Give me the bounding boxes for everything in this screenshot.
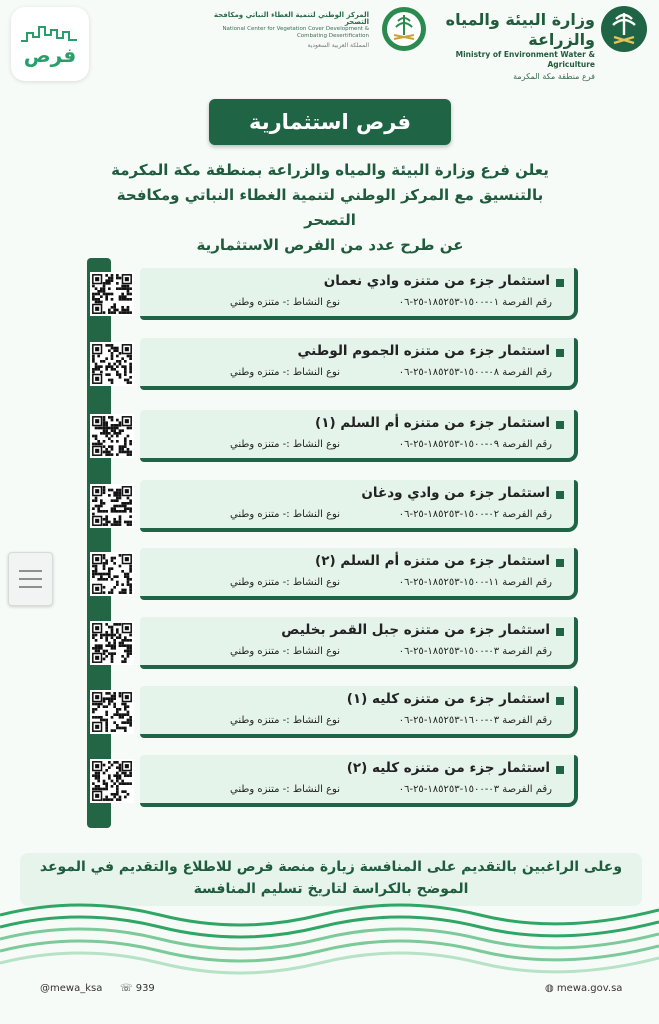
app-name: فرص — [23, 43, 77, 67]
opportunity-card[interactable] — [140, 548, 578, 600]
page-title: فرص استثمارية — [209, 99, 451, 145]
footer-website[interactable] — [545, 983, 622, 994]
opportunity-card[interactable] — [140, 338, 578, 390]
menu-button[interactable] — [8, 552, 53, 606]
opportunity-title: استثمار جزء من وادي ودغان — [361, 485, 550, 501]
opportunity-number: رقم الفرصة ٠٣-١٦٠٠-١٨٥٢٥٣-٢٥-٠٦ — [398, 715, 552, 726]
footer-phone-number: 939 — [135, 983, 155, 994]
opportunity-card[interactable] — [140, 617, 578, 669]
bullet-icon — [556, 697, 564, 705]
globe-icon: ◍ — [545, 983, 554, 994]
opportunity-activity: نوع النشاط :- متنزه وطني — [230, 439, 340, 450]
opportunity-activity: نوع النشاط :- متنزه وطني — [230, 297, 340, 308]
opportunity-title: استثمار جزء من متنزه جبل القمر بخليص — [281, 622, 550, 638]
opportunity-number: رقم الفرصة ٠٣-١٥٠٠-١٨٥٢٥٣-٢٥-٠٦ — [398, 784, 552, 795]
ministry-name-ar: وزارة البيئة والمياه والزراعة — [445, 10, 595, 49]
center-name — [199, 12, 369, 49]
bullet-icon — [556, 766, 564, 774]
opportunity-title: استثمار جزء من متنزه وادي نعمان — [323, 273, 550, 289]
qr-code-icon[interactable] — [90, 272, 134, 316]
app-logo-tile[interactable] — [11, 7, 89, 81]
ministry-branch: فرع منطقة مكة المكرمة — [513, 72, 595, 81]
menu-icon — [19, 570, 42, 572]
footer-phone[interactable] — [120, 983, 155, 994]
opportunity-activity: نوع النشاط :- متنزه وطني — [230, 784, 340, 795]
opportunity-card[interactable] — [140, 410, 578, 462]
opportunity-number: رقم الفرصة ٠٩-١٥٠٠-١٨٥٢٥٣-٢٥-٠٦ — [398, 439, 552, 450]
opportunity-title: استثمار جزء من متنزه كليه (١) — [346, 691, 550, 707]
qr-code-icon[interactable] — [90, 484, 134, 528]
center-name-ar: المركز الوطني لتنمية الغطاء النباتي ومكافحة التصحر — [213, 11, 369, 26]
announcement — [100, 158, 560, 258]
bullet-icon — [556, 491, 564, 499]
qr-code-icon[interactable] — [90, 414, 134, 458]
opportunity-card[interactable] — [140, 480, 578, 532]
bullet-icon — [556, 628, 564, 636]
opportunity-title: استثمار جزء من متنزه أم السلم (٢) — [315, 553, 550, 569]
menu-icon — [19, 586, 42, 588]
qr-code-icon[interactable] — [90, 759, 134, 803]
bullet-icon — [556, 279, 564, 287]
opportunity-title: استثمار جزء من متنزه أم السلم (١) — [315, 415, 550, 431]
opportunity-title: استثمار جزء من متنزه الجموم الوطني — [297, 343, 550, 359]
announcement-line: يعلن فرع وزارة البيئة والمياه والزراعة بمنطقة مكة المكرمة — [111, 161, 549, 179]
decorative-waves — [0, 895, 659, 975]
apply-note-line: الموضح بالكراسة لتاريخ تسليم المنافسة — [193, 881, 469, 897]
opportunity-activity: نوع النشاط :- متنزه وطني — [230, 509, 340, 520]
opportunity-card[interactable] — [140, 686, 578, 738]
menu-icon — [19, 578, 42, 580]
qr-code-icon[interactable] — [90, 690, 134, 734]
qr-code-icon[interactable] — [90, 552, 134, 596]
opportunity-activity: نوع النشاط :- متنزه وطني — [230, 715, 340, 726]
ministry-name-en: Ministry of Environment Water & Agriculture — [455, 50, 595, 69]
opportunity-activity: نوع النشاط :- متنزه وطني — [230, 577, 340, 588]
bullet-icon — [556, 421, 564, 429]
opportunity-activity: نوع النشاط :- متنزه وطني — [230, 646, 340, 657]
footer-social-handle[interactable]: @mewa_ksa — [40, 983, 103, 994]
announcement-line: بالتنسيق مع المركز الوطني لتنمية الغطاء النباتي ومكافحة التصحر — [116, 186, 544, 229]
footer-website-url: mewa.gov.sa — [556, 983, 623, 994]
ministry-name — [415, 10, 595, 84]
qr-code-icon[interactable] — [90, 342, 134, 386]
apply-note-line: وعلى الراغبين بالتقديم على المنافسة زيارة منصة فرص للاطلاع والتقديم في الموعد — [39, 859, 623, 875]
opportunity-number: رقم الفرصة ١١-١٥٠٠-١٨٥٢٥٣-٢٥-٠٦ — [398, 577, 552, 588]
opportunity-number: رقم الفرصة ٠٣-١٥٠٠-١٨٥٢٥٣-٢٥-٠٦ — [398, 646, 552, 657]
opportunity-card[interactable] — [140, 268, 578, 320]
opportunity-activity: نوع النشاط :- متنزه وطني — [230, 367, 340, 378]
announcement-line: عن طرح عدد من الفرص الاستثمارية — [196, 236, 464, 254]
phone-icon: ☏ — [120, 983, 133, 994]
opportunity-number: رقم الفرصة ٠٢-١٥٠٠-١٨٥٢٥٣-٢٥-٠٦ — [398, 509, 552, 520]
opportunity-title: استثمار جزء من متنزه كليه (٢) — [346, 760, 550, 776]
qr-code-icon[interactable] — [90, 621, 134, 665]
ministry-emblem-icon — [600, 5, 648, 53]
center-name-en: National Center for Vegetation Cover Development & Combating Desertification — [222, 26, 369, 39]
opportunity-card[interactable] — [140, 755, 578, 807]
opportunity-number: رقم الفرصة ٠٨-١٥٠٠-١٨٥٢٥٣-٢٥-٠٦ — [398, 367, 552, 378]
center-kingdom: المملكة العربية السعودية — [307, 42, 369, 49]
app-logo-icon — [19, 21, 81, 45]
bullet-icon — [556, 559, 564, 567]
bullet-icon — [556, 349, 564, 357]
opportunity-number: رقم الفرصة ٠١-١٥٠٠-١٨٥٢٥٣-٢٥-٠٦ — [398, 297, 552, 308]
